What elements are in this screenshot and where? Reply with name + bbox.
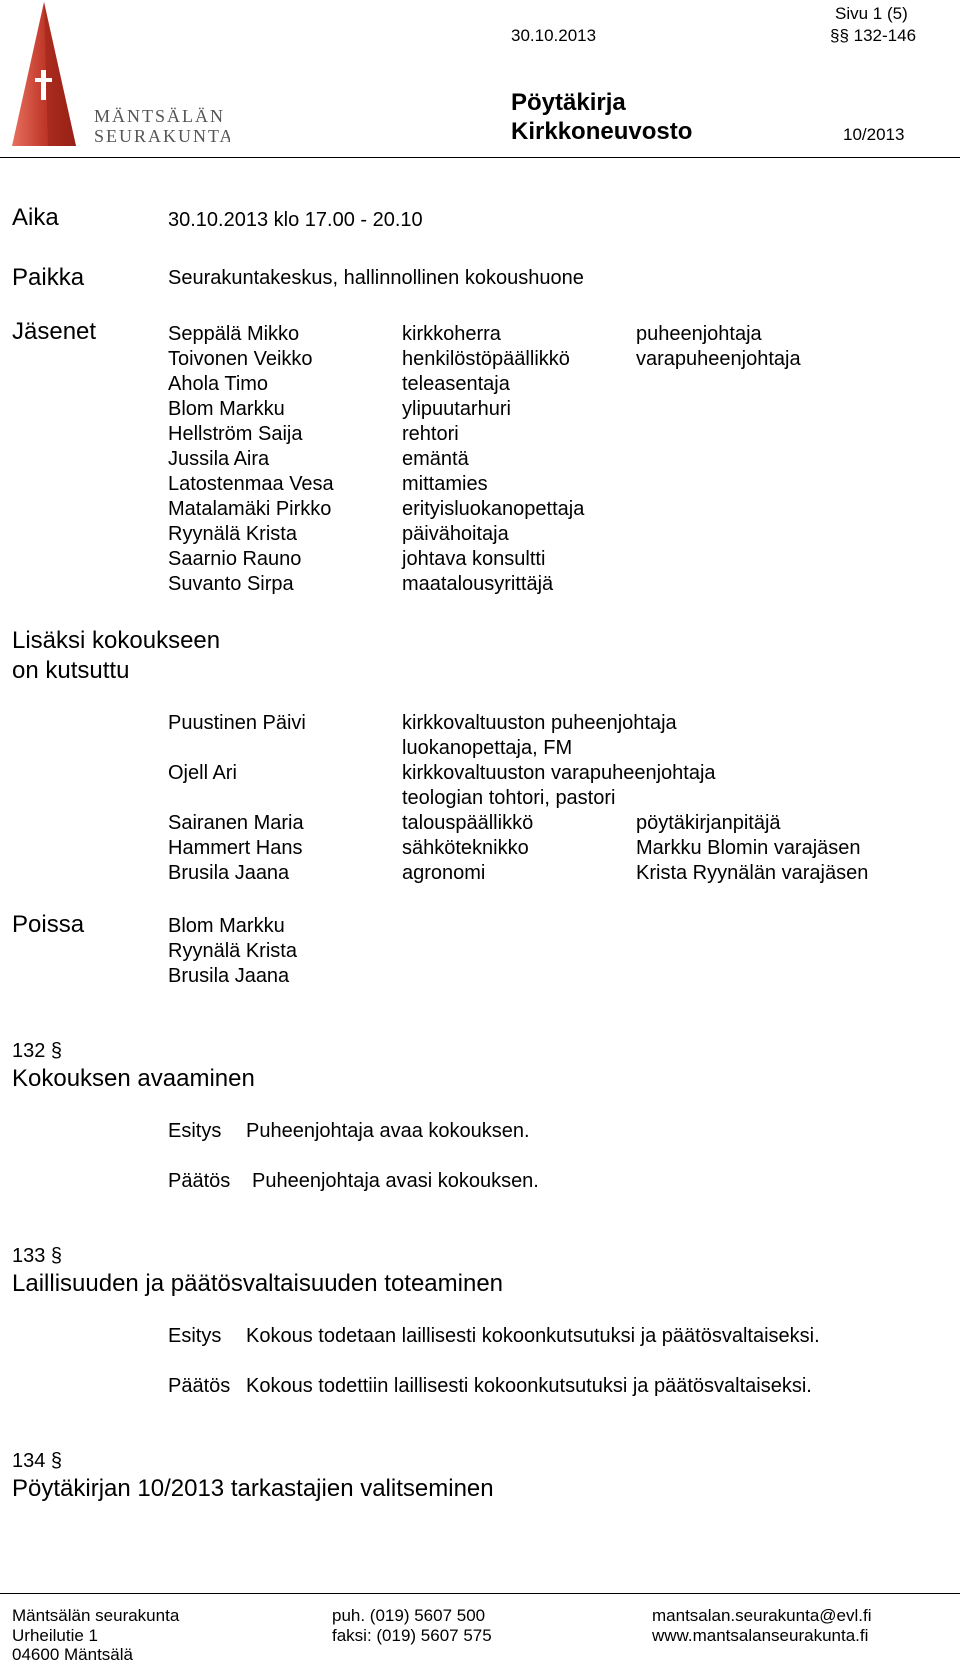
church-logo — [8, 0, 230, 152]
proposal-label: Esitys — [168, 1120, 222, 1142]
member-title: kirkkoherra — [402, 323, 501, 345]
footer-fax: faksi: (019) 5607 575 — [332, 1626, 492, 1645]
section-number: 132 § — [12, 1040, 63, 1062]
member-name: Suvanto Sirpa — [168, 573, 294, 595]
footer-email[interactable]: mantsalan.seurakunta@evl.fi — [652, 1606, 872, 1625]
member-title: johtava konsultti — [402, 548, 546, 570]
header-page: Sivu 1 (5) — [835, 4, 908, 23]
footer-street: Urheilutie 1 — [12, 1626, 98, 1645]
time-label: Aika — [12, 204, 59, 231]
invited-name: Sairanen Maria — [168, 812, 304, 834]
invited-role: pöytäkirjanpitäjä — [636, 812, 781, 834]
absent-name: Blom Markku — [168, 915, 285, 937]
section-number: 134 § — [12, 1450, 63, 1472]
member-title: rehtori — [402, 423, 459, 445]
invited-title: agronomi — [402, 862, 486, 884]
member-name: Ahola Timo — [168, 373, 269, 395]
footer-divider — [0, 1593, 960, 1594]
member-title: päivähoitaja — [402, 523, 509, 545]
member-name: Toivonen Veikko — [168, 348, 313, 370]
member-name: Saarnio Rauno — [168, 548, 302, 570]
invited-name: Hammert Hans — [168, 837, 303, 859]
decision-label: Päätös — [168, 1170, 231, 1192]
invited-role: Markku Blomin varajäsen — [636, 837, 861, 859]
member-name: Matalamäki Pirkko — [168, 498, 332, 520]
member-name: Hellström Saija — [168, 423, 303, 445]
member-title: erityisluokanopettaja — [402, 498, 585, 520]
member-title: henkilöstöpäällikkö — [402, 348, 570, 370]
doc-type: Pöytäkirja — [511, 89, 626, 116]
invited-title: talouspäällikkö — [402, 812, 534, 834]
invited-role: Krista Ryynälän varajäsen — [636, 862, 869, 884]
invited-title2: luokanopettaja, FM — [402, 737, 573, 759]
member-title: emäntä — [402, 448, 469, 470]
invited-label-line2: on kutsuttu — [12, 657, 130, 684]
member-name: Seppälä Mikko — [168, 323, 300, 345]
invited-title: kirkkovaltuuston puheenjohtaja — [402, 712, 677, 734]
church-spire-icon — [8, 0, 230, 152]
section-number: 133 § — [12, 1245, 63, 1267]
time-value: 30.10.2013 klo 17.00 - 20.10 — [168, 209, 423, 231]
svg-text:SEURAKUNTA: SEURAKUNTA — [94, 126, 230, 146]
proposal-label: Esitys — [168, 1325, 222, 1347]
member-name: Blom Markku — [168, 398, 285, 420]
decision-text: Kokous todettiin laillisesti kokoonkutsutuksi ja päätösvaltaiseksi. — [246, 1375, 812, 1397]
member-title: ylipuutarhuri — [402, 398, 511, 420]
header-divider — [0, 157, 960, 158]
invited-title: kirkkovaltuuston varapuheenjohtaja — [402, 762, 716, 784]
proposal-text: Kokous todetaan laillisesti kokoonkutsutuksi ja päätösvaltaiseksi. — [246, 1325, 820, 1347]
absent-label: Poissa — [12, 911, 85, 938]
member-name: Ryynälä Krista — [168, 523, 297, 545]
invited-label-line1: Lisäksi kokoukseen — [12, 627, 221, 654]
place-value: Seurakuntakeskus, hallinnollinen kokoushuone — [168, 267, 584, 289]
member-title: teleasentaja — [402, 373, 510, 395]
decision-text: Puheenjohtaja avasi kokouksen. — [252, 1170, 539, 1192]
invited-name: Brusila Jaana — [168, 862, 290, 884]
footer-phone: puh. (019) 5607 500 — [332, 1606, 486, 1625]
invited-title2: teologian tohtori, pastori — [402, 787, 616, 809]
section-title: Kokouksen avaaminen — [12, 1065, 255, 1092]
invited-title: sähköteknikko — [402, 837, 529, 859]
member-name: Latostenmaa Vesa — [168, 473, 334, 495]
members-label: Jäsenet — [12, 318, 97, 345]
place-label: Paikka — [12, 264, 85, 291]
member-role: puheenjohtaja — [636, 323, 762, 345]
doc-number: 10/2013 — [843, 125, 905, 144]
proposal-text: Puheenjohtaja avaa kokouksen. — [246, 1120, 530, 1142]
member-role: varapuheenjohtaja — [636, 348, 801, 370]
member-title: maatalousyrittäjä — [402, 573, 554, 595]
header-date: 30.10.2013 — [511, 26, 597, 45]
member-title: mittamies — [402, 473, 488, 495]
header-sections: §§ 132-146 — [830, 26, 917, 45]
absent-name: Ryynälä Krista — [168, 940, 297, 962]
member-name: Jussila Aira — [168, 448, 270, 470]
footer-org: Mäntsälän seurakunta — [12, 1606, 180, 1625]
absent-name: Brusila Jaana — [168, 965, 290, 987]
footer-web[interactable]: www.mantsalanseurakunta.fi — [652, 1626, 869, 1645]
section-title: Laillisuuden ja päätösvaltaisuuden toteaminen — [12, 1270, 504, 1297]
decision-label: Päätös — [168, 1375, 231, 1397]
svg-text:MÄNTSÄLÄN: MÄNTSÄLÄN — [94, 106, 226, 126]
invited-name: Puustinen Päivi — [168, 712, 306, 734]
footer-postal: 04600 Mäntsälä — [12, 1645, 133, 1664]
doc-body: Kirkkoneuvosto — [511, 118, 693, 145]
section-title: Pöytäkirjan 10/2013 tarkastajien valitseminen — [12, 1475, 494, 1502]
invited-name: Ojell Ari — [168, 762, 237, 784]
